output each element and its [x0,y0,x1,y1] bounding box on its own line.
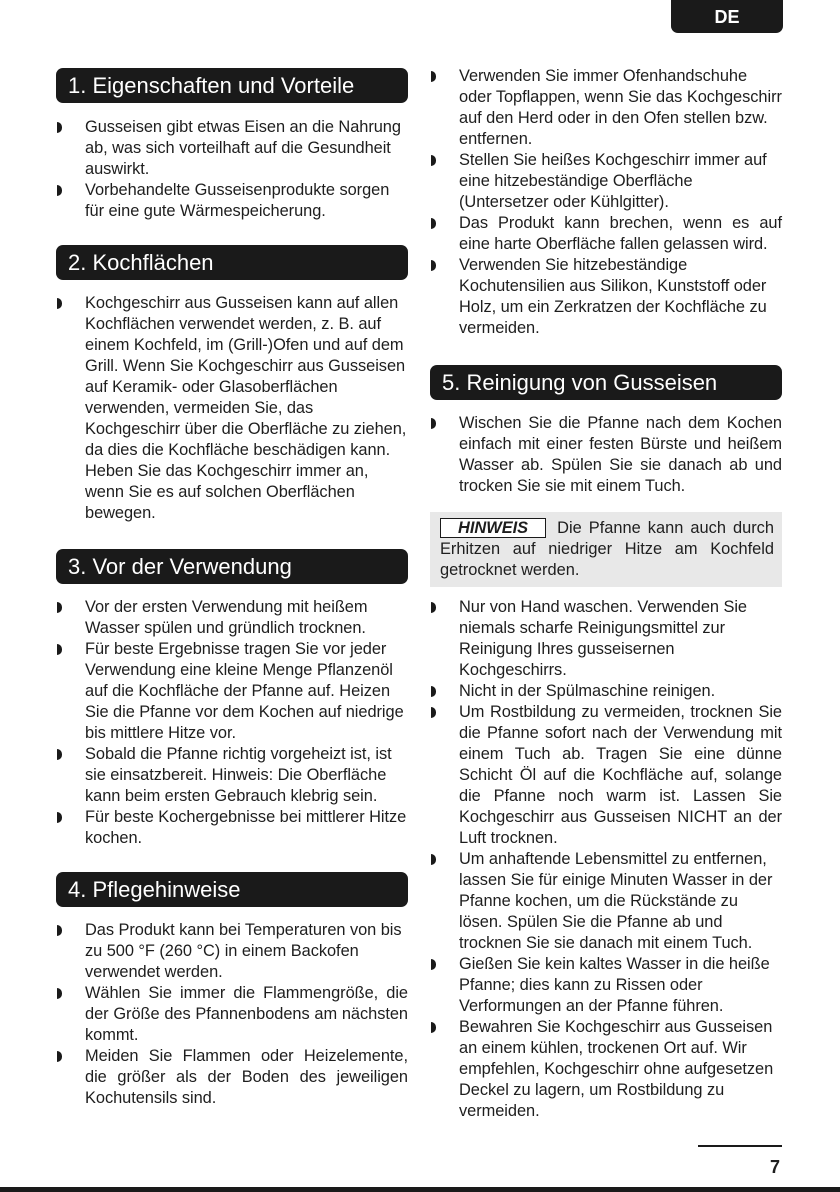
list-item: Um anhaftende Lebensmittel zu entfernen, lassen Sie für einige Minuten Wasser in der Pfanne kochen, um die Rückstände zu lösen. Spülen Sie die Pfanne ab und trocknen Sie sie danach mit einem Tuch. [430,849,782,954]
list-item: Verwenden Sie hitzebeständige Kochutensilien aus Silikon, Kunststoff oder Holz, um ein Zerkratzen der Kochfläche zu vermeiden. [430,255,782,339]
list-item: Vorbehandelte Gusseisenprodukte sorgen für eine gute Wärmespeicherung. [56,180,408,222]
list-item: Bewahren Sie Kochgeschirr aus Gusseisen an einem kühlen, trockenen Ort auf. Wir empfehlen, Kochgeschirr ohne aufgesetzen Deckel zu lagern, um Rostbildung zu vermeiden. [430,1017,782,1122]
pflegehinweise-list [56,920,408,1109]
list-item: Meiden Sie Flammen oder Heizelemente, die größer als der Boden des jeweiligen Kochutensils sind. [56,1046,408,1109]
reinigung-list-a [430,413,782,497]
section-heading-pflegehinweise: 4. Pflegehinweise [56,872,408,907]
section-heading-eigenschaften: 1. Eigenschaften und Vorteile [56,68,408,103]
list-item: Wählen Sie immer die Flammengröße, die der Größe des Pfannenbodens am nächsten kommt. [56,983,408,1046]
list-item: Um Rostbildung zu vermeiden, trocknen Sie die Pfanne sofort nach der Verwendung mit einem Tuch ab. Tragen Sie eine dünne Schicht Öl auf die Kochfläche auf, solange die Pfanne noch warm ist. Lassen Sie Kochgeschirr aus Gusseisen NICHT an der Luft trocknen. [430,702,782,849]
pflegehinweise-continued-list [430,66,782,339]
note-label: HINWEIS [440,518,546,538]
page-number: 7 [770,1157,781,1177]
list-item: Gießen Sie kein kaltes Wasser in die heiße Pfanne; dies kann zu Rissen oder Verformungen an der Pfanne führen. [430,954,782,1017]
list-item: Verwenden Sie immer Ofenhandschuhe oder Topflappen, wenn Sie das Kochgeschirr auf den Herd oder in den Ofen stellen bzw. entfernen. [430,66,782,150]
list-item: Nicht in der Spülmaschine reinigen. [430,681,782,702]
footer-rule [698,1145,782,1147]
list-item: Für beste Ergebnisse tragen Sie vor jeder Verwendung eine kleine Menge Pflanzenöl auf die Kochfläche der Pfanne auf. Heizen Sie die Pfanne vor dem Kochen auf niedrige bis mittlere Hitze vor. [56,639,408,744]
list-item: Kochgeschirr aus Gusseisen kann auf allen Kochflächen verwendet werden, z. B. auf einem Kochfeld, im (Grill-)Ofen und auf dem Grill. Wenn Sie Kochgeschirr aus Gusseisen auf Keramik- oder Glasoberflächen verwenden, vermeiden Sie, das Kochgeschirr über die Oberfläche zu ziehen, da dies die Kochfläche beschädigen kann. Heben Sie das Kochgeschirr immer an, wenn Sie es auf solchen Oberflächen bewegen. [56,293,408,524]
list-item: Für beste Kochergebnisse bei mittlerer Hitze kochen. [56,807,408,849]
list-item: Das Produkt kann brechen, wenn es auf eine harte Oberfläche fallen gelassen wird. [430,213,782,255]
right-column [430,66,782,1122]
list-item: Das Produkt kann bei Temperaturen von bis zu 500 °F (260 °C) in einem Backofen verwendet werden. [56,920,408,983]
list-item: Wischen Sie die Pfanne nach dem Kochen einfach mit einer festen Bürste und heißem Wasser ab. Spülen Sie sie danach ab und trocken Sie sie mit einem Tuch. [430,413,782,497]
section-heading-kochflaechen: 2. Kochflächen [56,245,408,280]
section-heading-vor-der-verwendung: 3. Vor der Verwendung [56,549,408,584]
left-column [56,68,408,1109]
bottom-edge [0,1187,840,1192]
reinigung-list-b [430,597,782,1122]
list-item: Vor der ersten Verwendung mit heißem Wasser spülen und gründlich trocknen. [56,597,408,639]
language-tab: DE [671,0,783,33]
note-text: Die Pfanne kann auch durch Erhitzen auf niedriger Hitze am Kochfeld getrocknet werden. [440,519,774,579]
list-item: Nur von Hand waschen. Verwenden Sie niemals scharfe Reinigungsmittel zur Reinigung Ihres gusseisernen Kochgeschirrs. [430,597,782,681]
eigenschaften-list [56,117,408,222]
note-box [430,512,782,587]
list-item: Stellen Sie heißes Kochgeschirr immer auf eine hitzebeständige Oberfläche (Untersetzer oder Kühlgitter). [430,150,782,213]
list-item: Gusseisen gibt etwas Eisen an die Nahrung ab, was sich vorteilhaft auf die Gesundheit auswirkt. [56,117,408,180]
kochflaechen-list [56,293,408,524]
section-heading-reinigung: 5. Reinigung von Gusseisen [430,365,782,400]
vor-der-verwendung-list [56,597,408,849]
list-item: Sobald die Pfanne richtig vorgeheizt ist, ist sie einsatzbereit. Hinweis: Die Oberfläche kann beim ersten Gebrauch klebrig sein. [56,744,408,807]
